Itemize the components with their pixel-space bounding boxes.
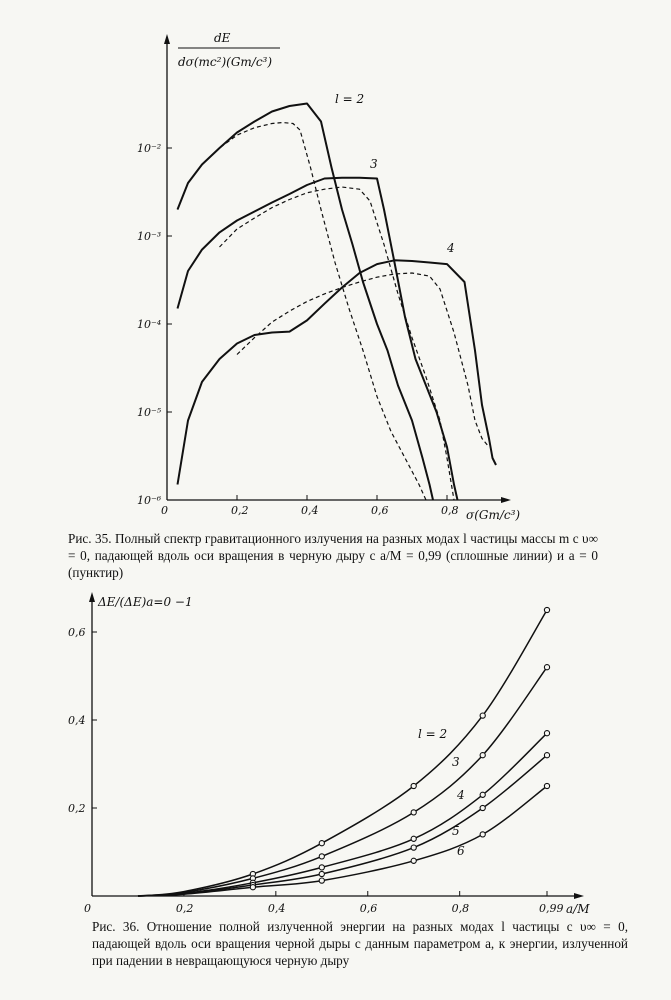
fig36-x-tick-label: 0,6: [359, 902, 378, 915]
fig35-curve-label-3: 3: [370, 157, 378, 171]
fig36-point-0: [480, 713, 485, 718]
fig35-x-arrow: [501, 497, 511, 503]
fig35-series-1: [178, 123, 427, 501]
fig36-point-1: [250, 876, 255, 881]
fig36-point-3: [480, 805, 485, 810]
fig36-x-tick-label: 0,4: [267, 902, 286, 915]
fig35-series-2: [178, 178, 458, 500]
fig35-ylabel-num: dE: [214, 31, 231, 45]
fig36-point-0: [411, 783, 416, 788]
fig36-point-2: [480, 792, 485, 797]
fig36-point-0: [250, 871, 255, 876]
fig36-curve-label-6: 6: [457, 844, 465, 858]
fig36-curve-label-3: 3: [452, 755, 460, 769]
fig36-point-4: [411, 858, 416, 863]
fig36-point-1: [411, 810, 416, 815]
fig36-point-2: [544, 731, 549, 736]
fig36-xlabel: a/M: [566, 902, 590, 916]
fig36-point-4: [544, 783, 549, 788]
fig36-y-tick-label: 0,4: [68, 714, 86, 727]
fig36-point-3: [250, 882, 255, 887]
fig36-series-2: [138, 733, 547, 896]
fig36-x-arrow: [574, 893, 584, 899]
fig36-point-2: [319, 865, 324, 870]
fig35-y-arrow: [164, 34, 170, 44]
fig35-series-5: [237, 273, 489, 447]
fig36-x-tick-label: 0,8: [451, 902, 470, 915]
fig35-y-tick-label: 10⁻⁴: [137, 318, 162, 331]
fig36-point-3: [544, 753, 549, 758]
fig36-point-1: [480, 753, 485, 758]
fig35-ylabel-den: dσ(mc²)(Gm/c³): [178, 55, 273, 69]
fig35-curve-label-2: l = 2: [335, 92, 365, 106]
fig36-series-1: [138, 667, 547, 896]
fig36-point-0: [544, 607, 549, 612]
fig35-y-tick-label: 10⁻²: [137, 142, 162, 155]
fig36-curve-label-2: l = 2: [418, 727, 448, 741]
fig36-x-tick-label: 0,99: [539, 902, 564, 915]
fig36-point-1: [319, 854, 324, 859]
fig36-series-4: [138, 786, 547, 896]
fig36-curve-label-4: 4: [457, 788, 465, 802]
fig36-ylabel: ΔE/(ΔE)a=0 −1: [98, 595, 193, 609]
fig36-y-arrow: [89, 592, 95, 602]
fig36-curve-label-5: 5: [452, 824, 460, 838]
fig36-point-0: [319, 841, 324, 846]
fig35-x-tick-label: 0,6: [371, 504, 389, 517]
fig36-point-4: [319, 878, 324, 883]
fig36-point-4: [480, 832, 485, 837]
fig36-point-2: [411, 836, 416, 841]
fig36-y-tick-label: 0,2: [68, 802, 86, 815]
fig36-point-1: [544, 665, 549, 670]
fig36-series-3: [138, 755, 547, 896]
fig35-y-tick-label: 10⁻³: [137, 230, 162, 243]
fig35-series-3: [220, 187, 455, 500]
fig36-series-0: [138, 610, 547, 896]
fig36-point-3: [411, 845, 416, 850]
fig36-x-tick-label: 0: [84, 902, 91, 915]
fig35-x-tick-label: 0: [161, 504, 168, 517]
figure-35-caption: Рис. 35. Полный спектр гравитационного излучения на разных модах l частицы массы m с υ∞ = 0, падающей вдоль оси вращения в черную дыру с a/M = 0,99 (сплошные линии) и a = 0 (пунктир): [68, 531, 598, 580]
fig35-xlabel: σ(Gm/c³): [466, 508, 521, 522]
fig36-point-2: [250, 880, 255, 885]
fig36-x-tick-label: 0,2: [175, 902, 194, 915]
fig35-y-tick-label: 10⁻⁵: [137, 406, 162, 419]
fig35-x-tick-label: 0,8: [441, 504, 459, 517]
fig35-x-tick-label: 0,4: [301, 504, 319, 517]
fig36-point-4: [250, 885, 255, 890]
fig35-curve-label-4: 4: [447, 241, 455, 255]
fig35-x-tick-label: 0,2: [231, 504, 249, 517]
figure-36-caption: Рис. 36. Отношение полной излученной энергии на разных модах l частицы с υ∞ = 0, падающей вдоль оси вращения черной дыры с данным параметром a, к энергии, излученной при падении в невращающуюся черную дыру: [92, 919, 628, 968]
fig36-y-tick-label: 0,6: [68, 626, 86, 639]
fig36-point-3: [319, 871, 324, 876]
fig35-y-tick-label: 10⁻⁶: [137, 494, 162, 507]
fig35-series-0: [178, 104, 434, 501]
